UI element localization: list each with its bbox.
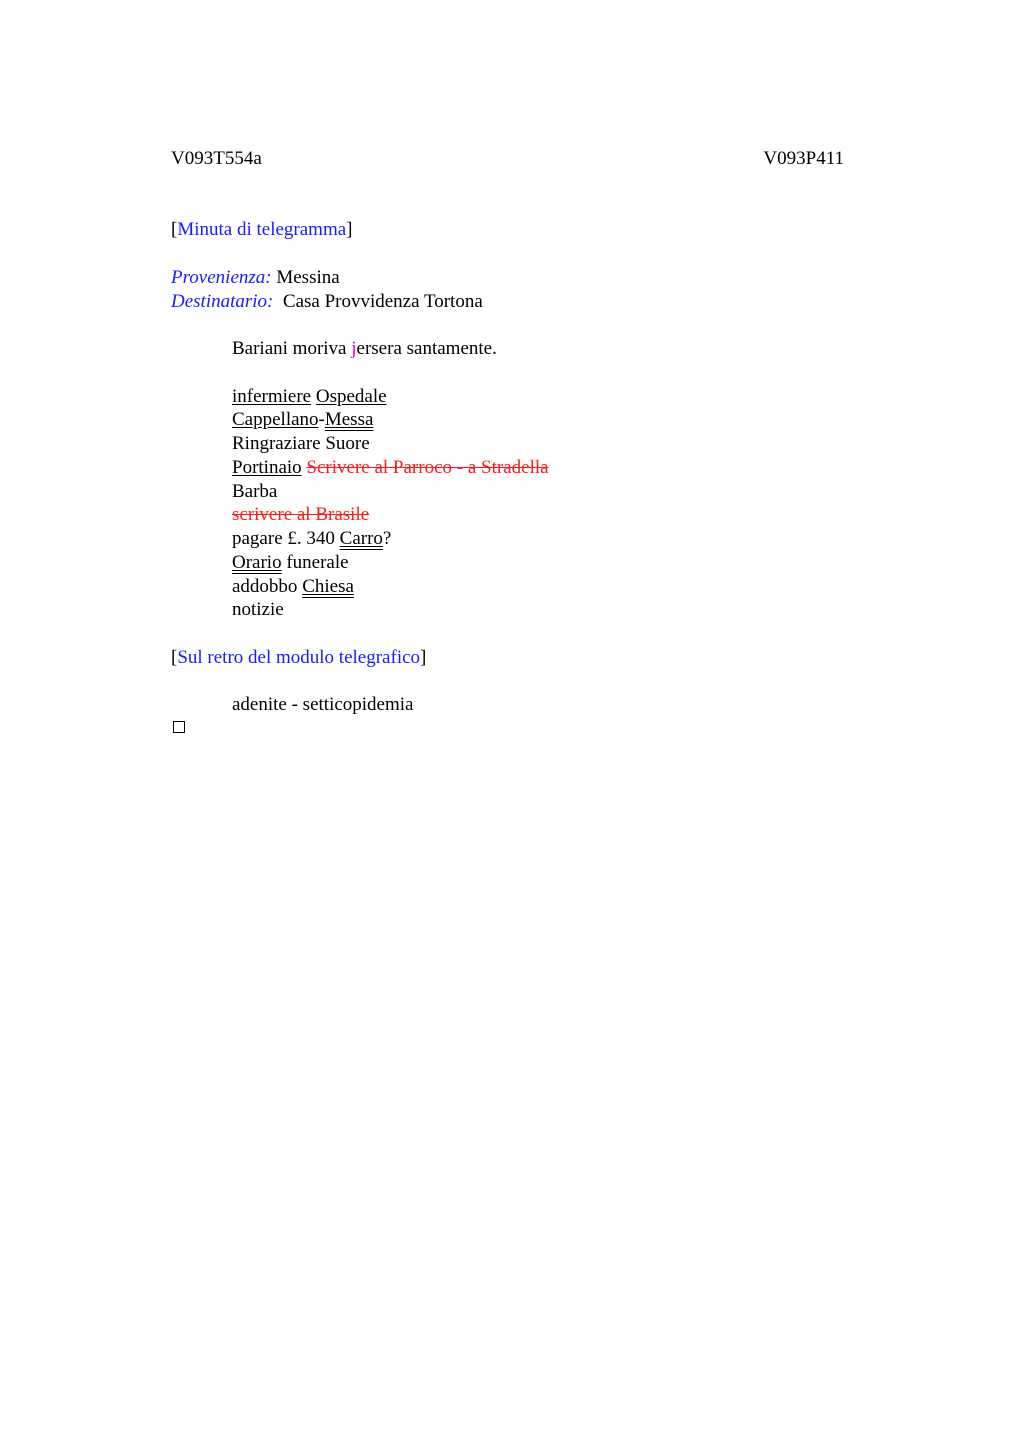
note-separator: - <box>318 409 325 430</box>
note-chiesa: Chiesa <box>302 576 354 597</box>
note-question: ? <box>382 528 392 549</box>
retro-text: adenite - setticopidemia <box>232 694 414 715</box>
note-line-3: Ringraziare Suore <box>232 433 370 454</box>
note-orario: Orario <box>232 552 282 573</box>
note-line-9 <box>232 577 354 596</box>
note-line-7 <box>232 529 391 548</box>
note-carro: Carro <box>339 528 383 549</box>
provenienza-line <box>171 268 340 287</box>
note-line-8 <box>232 553 349 572</box>
note-infermiere: infermiere <box>232 386 312 407</box>
note-portinaio: Portinaio <box>232 457 302 478</box>
note-line-6 <box>232 505 369 524</box>
note-pagare: pagare £. 340 <box>232 528 340 549</box>
section-title-minuta: [Minuta di telegramma] <box>171 219 353 240</box>
note-messa: Messa <box>324 409 374 430</box>
note-funerale: funerale <box>281 552 349 573</box>
note-ospedale: Ospedale <box>315 386 387 407</box>
document-code: V093T554a <box>171 148 262 169</box>
note-deleted-brasile: scrivere al Brasile <box>232 504 370 525</box>
note-line-4 <box>232 458 549 477</box>
provenienza-label: Provenienza: <box>171 267 272 288</box>
note-line-2 <box>232 410 373 429</box>
message-line <box>232 339 497 358</box>
destinatario-label: Destinatario: <box>171 291 274 312</box>
provenienza-value: Messina <box>276 267 340 288</box>
message-text-start: Bariani moriva <box>232 338 352 359</box>
note-line-5: Barba <box>232 481 278 502</box>
note-line-1 <box>232 387 387 406</box>
page-code: V093P411 <box>763 148 844 169</box>
section-title-retro: [Sul retro del modulo telegrafico] <box>171 647 427 668</box>
note-addobbo: addobbo <box>232 576 303 597</box>
destinatario-value: Casa Provvidenza Tortona <box>282 291 483 312</box>
destinatario-line <box>171 292 483 311</box>
section-title-retro-text: Sul retro del modulo telegrafico <box>177 647 421 668</box>
note-line-10: notizie <box>232 599 284 620</box>
note-deleted-parroco: Scrivere al Parroco - a Stradella <box>306 457 549 478</box>
section-title-text: Minuta di telegramma <box>177 219 347 240</box>
checkbox-icon <box>173 721 185 733</box>
message-text-end: ersera santamente. <box>356 338 497 359</box>
note-cappellano: Cappellano <box>232 409 319 430</box>
message-correction: j <box>351 338 357 359</box>
